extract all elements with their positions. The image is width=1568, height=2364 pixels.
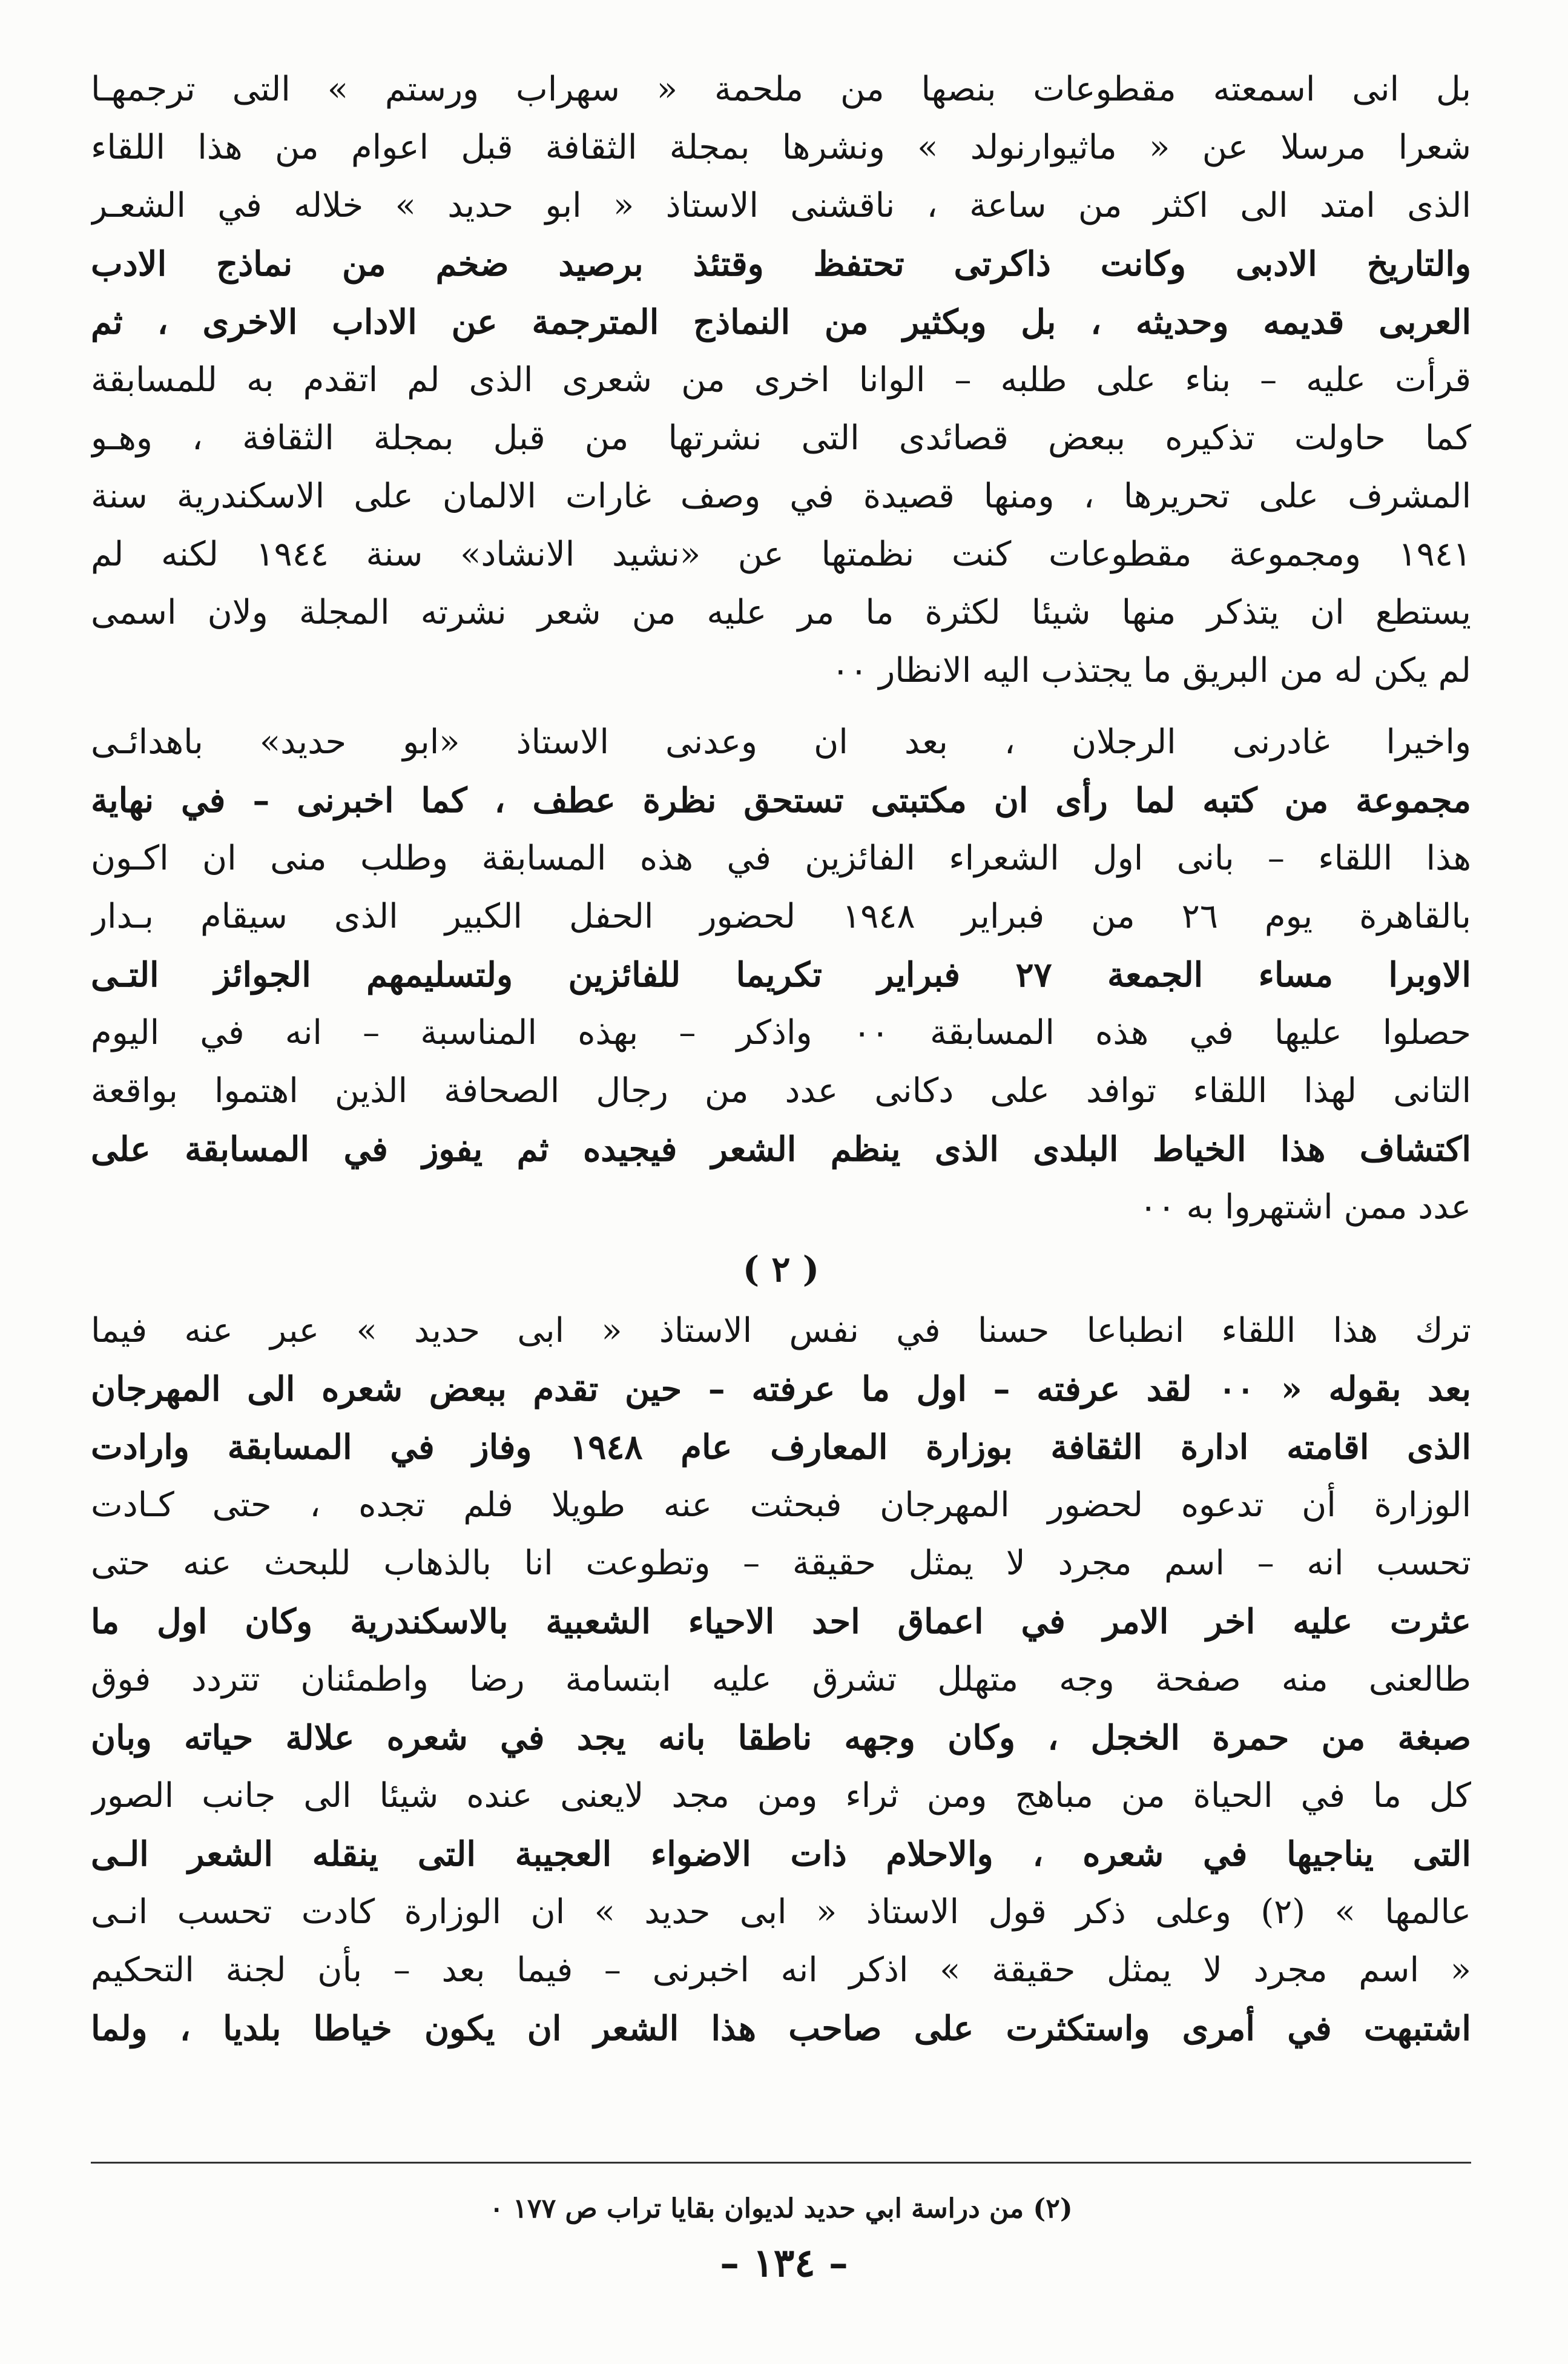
text-line: والتاريخ الادبى وكانت ذاكرتى تحتفظ وقتئذ برصيد ضخم من نماذج الادب	[91, 244, 1471, 284]
footnote: (٢) من دراسة ابي حديد لديوان بقايا تراب ص ١٧٧ ٠	[489, 2193, 1073, 2224]
paragraph-3	[91, 1302, 1471, 2058]
text-line: بل انى اسمعته مقطوعات بنصها من ملحمة « سهراب ورستم » التى ترجمهـا	[91, 70, 1471, 109]
section-heading: ( ٢ )	[742, 1249, 820, 1290]
text-line: بعد بقوله « ٠٠ لقد عرفته – اول ما عرفته – حين تقدم ببعض شعره الى المهرجان	[91, 1369, 1471, 1409]
text-line: حصلوا عليها في هذه المسابقة ٠٠ واذكر – بهذه المناسبة – انه في اليوم	[91, 1013, 1471, 1052]
text-line: اشتبهت في أمرى واستكثرت على صاحب هذا الشعر ان يكون خياطا بلديا ، ولما	[91, 2009, 1471, 2049]
text-line: كل ما في الحياة من مباهج ومن ثراء ومن مجد لايعنى عنده شيئا الى جانب الصور	[91, 1776, 1471, 1815]
page-number: – ١٣٤ –	[720, 2240, 848, 2286]
paragraph-gap	[91, 700, 1471, 713]
text-line: هذا اللقاء – بانى اول الشعراء الفائزين في هذه المسابقة وطلب منى ان اكـون	[91, 839, 1471, 878]
text-line: شعرا مرسلا عن « ماثيوارنولد » ونشرها بمجلة الثقافة قبل اعوام من هذا اللقاء	[91, 128, 1471, 167]
text-line: مجموعة من كتبه لما رأى ان مكتبتى تستحق نظرة عطف ، كما اخبرنى – في نهاية	[91, 781, 1471, 820]
text-line: التى يناجيها في شعره ، والاحلام ذات الاضواء العجيبة التى ينقله الشعر الـى	[91, 1834, 1471, 1874]
text-line: الاوبرا مساء الجمعة ٢٧ فبراير تكريما للفائزين ولتسليمهم الجوائز التـى	[91, 955, 1471, 995]
text-line: بالقاهرة يوم ٢٦ من فبراير ١٩٤٨ لحضور الحفل الكبير الذى سيقام بـدار	[91, 897, 1471, 936]
text-line: التانى لهذا اللقاء توافد على دكانى عدد من رجال الصحافة الذين اهتموا بواقعة	[91, 1071, 1471, 1111]
text-line: « اسم مجرد لا يمثل حقيقة » اذكر انه اخبرنى – فيما بعد – بأن لجنة التحكيم	[91, 1950, 1471, 1990]
text-line: صبغة من حمرة الخجل ، وكان وجهه ناطقا بانه يجد في شعره علالة حياته وبان	[91, 1718, 1471, 1758]
paragraph-1	[91, 61, 1471, 700]
page-body	[91, 61, 1471, 2058]
text-line: يستطع ان يتذكر منها شيئا لكثرة ما مر عليه من شعر نشرته المجلة ولان اسمى	[91, 593, 1471, 632]
text-line: كما حاولت تذكيره ببعض قصائدى التى نشرتها من قبل بمجلة الثقافة ، وهـو	[91, 418, 1471, 458]
paragraph-2	[91, 713, 1471, 1236]
text-line: عدد ممن اشتهروا به ٠٠	[1139, 1187, 1471, 1227]
text-line: الوزارة أن تدعوه لحضور المهرجان فبحثت عنه طويلا فلم تجده ، حتى كـادت	[91, 1485, 1471, 1525]
text-line: الذى امتد الى اكثر من ساعة ، ناقشنى الاستاذ « ابو حديد » خلاله في الشعـر	[91, 186, 1471, 225]
text-line: عثرت عليه اخر الامر في اعماق احد الاحياء الشعبية بالاسكندرية وكان اول ما	[91, 1602, 1471, 1642]
text-line: قرأت عليه – بناء على طلبه – الوانا اخرى من شعرى الذى لم اتقدم به للمسابقة	[91, 360, 1471, 400]
text-line: اكتشاف هذا الخياط البلدى الذى ينظم الشعر فيجيده ثم يفوز في المسابقة على	[91, 1129, 1471, 1169]
text-line: ترك هذا اللقاء انطباعا حسنا في نفس الاستاذ « ابى حديد » عبر عنه فيما	[91, 1311, 1471, 1350]
text-line: تحسب انه – اسم مجرد لا يمثل حقيقة – وتطوعت انا بالذهاب للبحث عنه حتى	[91, 1544, 1471, 1583]
text-line: طالعنى منه صفحة وجه متهلل تشرق عليه ابتسامة رضا واطمئنان تتردد فوق	[91, 1660, 1471, 1699]
text-line: عالمها » (٢) وعلى ذكر قول الاستاذ « ابى حديد » ان الوزارة كادت تحسب انـى	[91, 1892, 1471, 1932]
text-line: لم يكن له من البريق ما يجتذب اليه الانظار ٠٠	[831, 651, 1471, 690]
text-line: الذى اقامته ادارة الثقافة بوزارة المعارف عام ١٩٤٨ وفاز في المسابقة وارادت	[91, 1427, 1471, 1467]
text-line: المشرف على تحريرها ، ومنها قصيدة في وصف غارات الالمان على الاسكندرية سنة	[91, 477, 1471, 516]
text-line: العربى قديمه وحديثه ، بل وبكثير من النماذج المترجمة عن الاداب الاخرى ، ثم	[91, 302, 1471, 342]
text-line: ١٩٤١ ومجموعة مقطوعات كنت نظمتها عن «نشيد الانشاد» سنة ١٩٤٤ لكنه لم	[91, 535, 1471, 574]
footnote-divider	[91, 2162, 1471, 2164]
text-line: واخيرا غادرنى الرجلان ، بعد ان وعدنى الاستاذ «ابو حديد» باهدائـى	[91, 722, 1471, 762]
